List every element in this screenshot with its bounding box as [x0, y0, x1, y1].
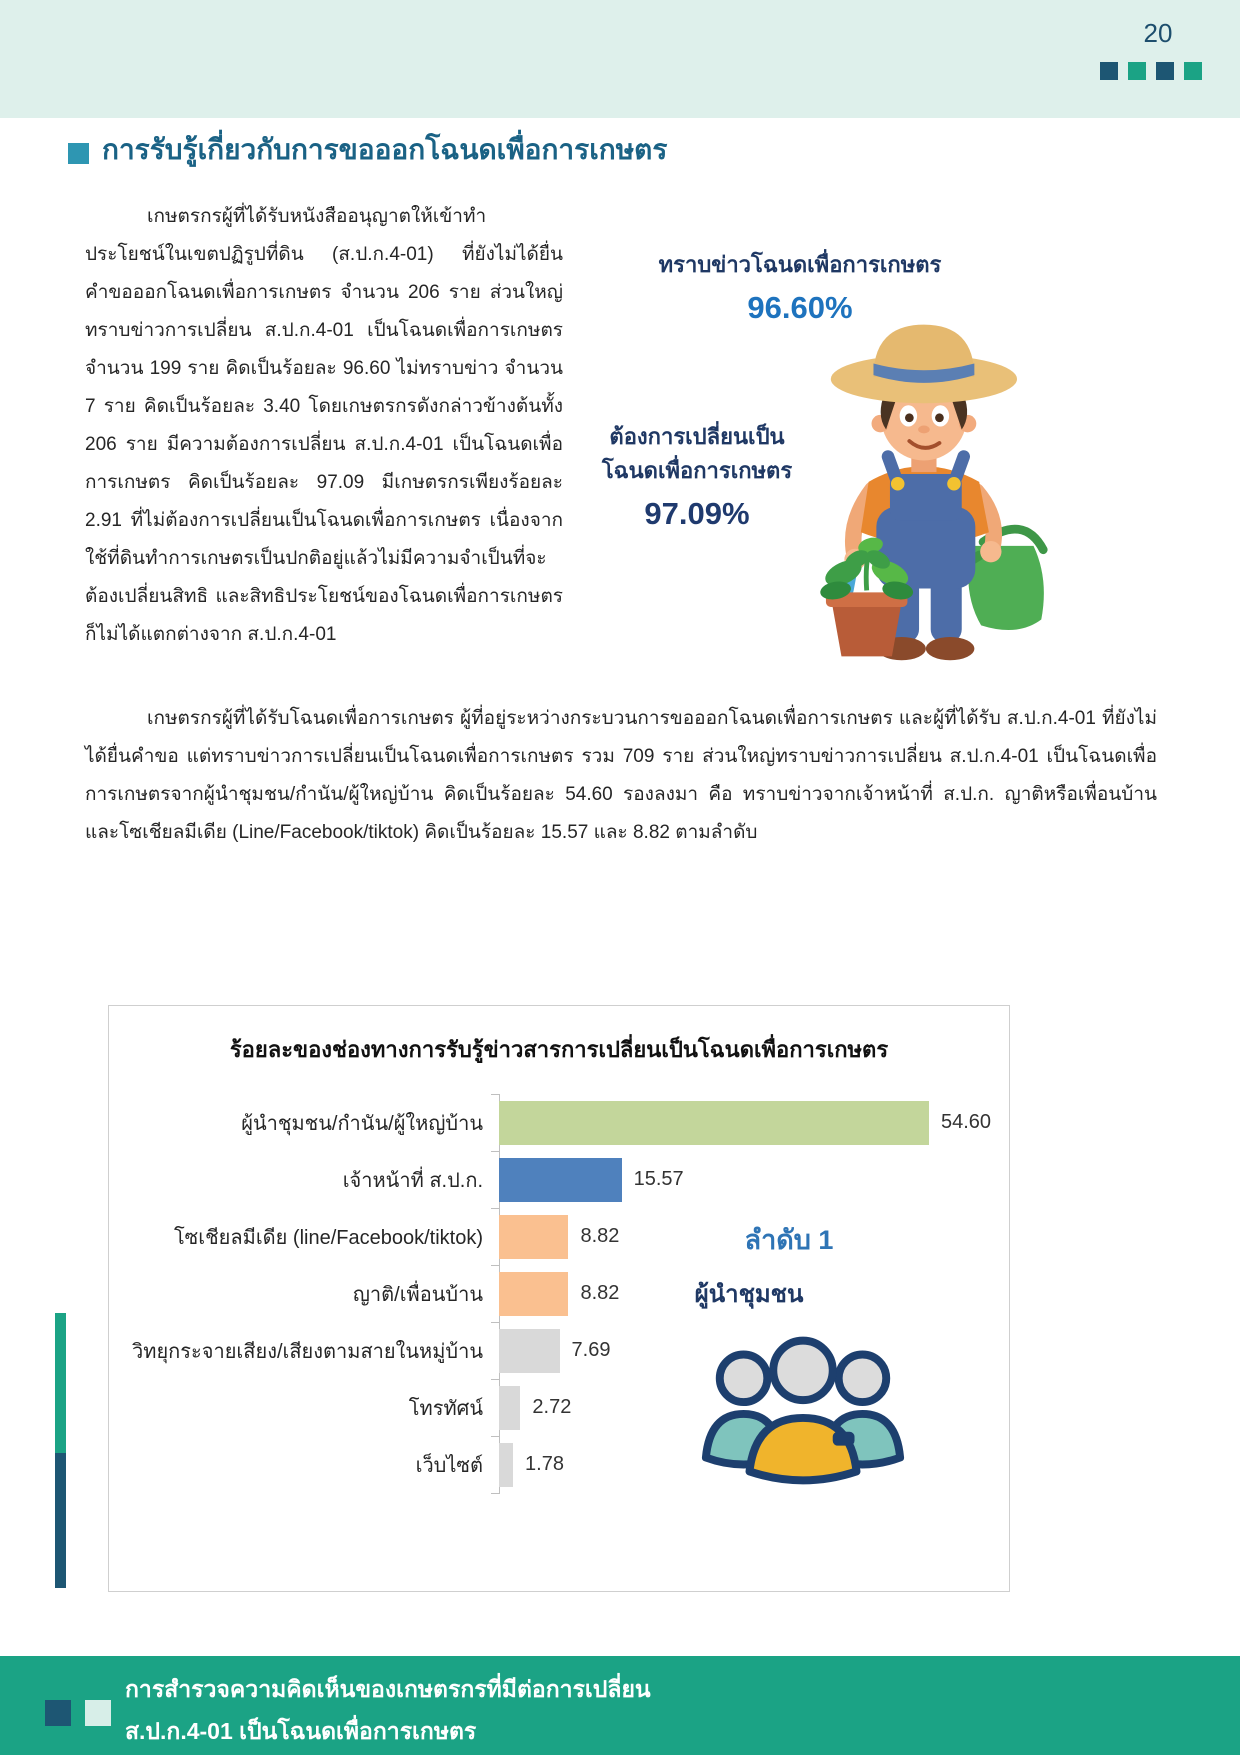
- footer-squares: [45, 1700, 111, 1726]
- page-number: 20: [1143, 18, 1173, 48]
- chart-bar-value: 8.82: [580, 1225, 620, 1247]
- square-icon: [1128, 62, 1146, 80]
- chart-row: [125, 1151, 991, 1208]
- square-icon: [45, 1700, 71, 1726]
- chart-title: ร้อยละของช่องทางการรับรู้ข่าวสารการเปลี่ยนเป็นโฉนดเพื่อการเกษตร: [229, 1037, 889, 1062]
- accent-bar-navy: [55, 1453, 66, 1588]
- square-icon: [1100, 62, 1118, 80]
- chart-bar-value: 2.72: [532, 1396, 572, 1418]
- footer-title-line2: ส.ป.ก.4-01 เป็นโฉนดเพื่อการเกษตร: [125, 1718, 477, 1744]
- chart-category-label: โซเชียลมีเดีย (line/Facebook/tiktok): [173, 1226, 483, 1249]
- chart-category-label: โทรทัศน์: [408, 1397, 483, 1420]
- chart-bar: [499, 1272, 568, 1316]
- square-icon: [1184, 62, 1202, 80]
- chart-bar-value: 15.57: [633, 1168, 684, 1190]
- paragraph-1: เกษตรกรผู้ที่ได้รับหนังสืออนุญาตให้เข้าทำประโยชน์ในเขตปฏิรูปที่ดิน (ส.ป.ก.4-01) ที่ยังไม่ได้ยื่นคำขอออกโฉนดเพื่อการเกษตร จำนวน 206 ราย ส่วนใหญ่ทราบข่าวการเปลี่ยน ส.ป.ก.4-01 เป็นโฉนดเพื่อการเกษตร จำนวน 199 ราย คิดเป็นร้อยละ 96.60 ไม่ทราบข่าว จำนวน 7 ราย คิดเป็นร้อยละ 3.40 โดยเกษตรกรดังกล่าวข้างต้นทั้ง 206 ราย มีความต้องการเปลี่ยน ส.ป.ก.4-01 เป็นโฉนดเพื่อการเกษตร คิดเป็นร้อยละ 97.09 มีเกษตรกรเพียงร้อยละ 2.91 ที่ไม่ต้องการเปลี่ยนเป็นโฉนดเพื่อการเกษตร เนื่องจากใช้ที่ดินทำการเกษตรเป็นปกติอยู่แล้วไม่มีความจำเป็นที่จะต้องเปลี่ยนสิทธิ และสิทธิประโยชน์ของโฉนดเพื่อการเกษตรก็ไม่ได้แตกต่างจาก ส.ป.ก.4-01: [85, 206, 563, 645]
- chart-bar-value: 1.78: [525, 1453, 564, 1475]
- square-icon: [85, 1700, 111, 1726]
- chart-category-label: ญาติ/เพื่อนบ้าน: [352, 1283, 483, 1306]
- footer-title-line1: การสำรวจความคิดเห็นของเกษตรกรที่มีต่อการเปลี่ยน: [125, 1676, 651, 1702]
- stat-want-label-line1: ต้องการเปลี่ยนเป็น: [609, 424, 785, 449]
- heading-bullet-icon: [68, 143, 89, 164]
- stat-want-value: 97.09%: [644, 496, 750, 531]
- footer-title: [125, 1668, 725, 1752]
- chart-bar: [499, 1329, 560, 1373]
- annotation-label: ผู้นำชุมชน: [694, 1281, 804, 1308]
- axis-tick: [491, 1493, 500, 1494]
- chart-bar: [499, 1443, 513, 1487]
- chart-bar-value: 8.82: [580, 1282, 620, 1304]
- stat-known-label: ทราบข่าวโฉนดเพื่อการเกษตร: [658, 252, 942, 277]
- chart-bar: [499, 1215, 568, 1259]
- people-group-icon: [694, 1304, 912, 1518]
- header-squares: [1100, 62, 1202, 80]
- header-band: [0, 0, 1240, 118]
- chart-category-label: เจ้าหน้าที่ ส.ป.ก.: [342, 1169, 483, 1192]
- paragraph-2: เกษตรกรผู้ที่ได้รับโฉนดเพื่อการเกษตร ผู้ที่อยู่ระหว่างกระบวนการขอออกโฉนดเพื่อการเกษตร และผู้ที่ได้รับ ส.ป.ก.4-01 ที่ยังไม่ได้ยื่นคำขอ แต่ทราบข่าวการเปลี่ยนเป็นโฉนดเพื่อการเกษตร รวม 709 ราย ส่วนใหญ่ทราบข่าวการเปลี่ยน ส.ป.ก.4-01 เป็นโฉนดเพื่อการเกษตรจากผู้นำชุมชน/กำนัน/ผู้ใหญ่บ้าน คิดเป็นร้อยละ 54.60 รองลงมา คือ ทราบข่าวจากเจ้าหน้าที่ ส.ป.ก. ญาติหรือเพื่อนบ้าน และโซเชียลมีเดีย (Line/Facebook/tiktok) คิดเป็นร้อยละ 15.57 และ 8.82 ตามลำดับ: [85, 708, 1157, 843]
- stat-known-value: 96.60%: [747, 290, 853, 325]
- chart-bar-value: 7.69: [571, 1339, 611, 1361]
- chart-row: [125, 1094, 991, 1151]
- farmer-illustration: [772, 282, 1070, 670]
- annotation-rank: ลำดับ 1: [744, 1225, 834, 1255]
- stat-want-label-line2: โฉนดเพื่อการเกษตร: [601, 458, 793, 483]
- square-icon: [1156, 62, 1174, 80]
- chart-bar-value: 54.60: [941, 1111, 992, 1133]
- section-title: การรับรู้เกี่ยวกับการขอออกโฉนดเพื่อการเกษตร: [102, 134, 668, 165]
- chart-bar: [499, 1158, 622, 1202]
- chart-category-label: วิทยุกระจายเสียง/เสียงตามสายในหมู่บ้าน: [132, 1340, 483, 1363]
- chart-bar: [499, 1101, 929, 1145]
- chart-bar: [499, 1386, 520, 1430]
- chart-category-label: เว็บไซต์: [415, 1454, 483, 1477]
- accent-bar-teal: [55, 1313, 66, 1453]
- chart-category-label: ผู้นำชุมชน/กำนัน/ผู้ใหญ่บ้าน: [241, 1112, 483, 1135]
- chart-box: [108, 1005, 1010, 1592]
